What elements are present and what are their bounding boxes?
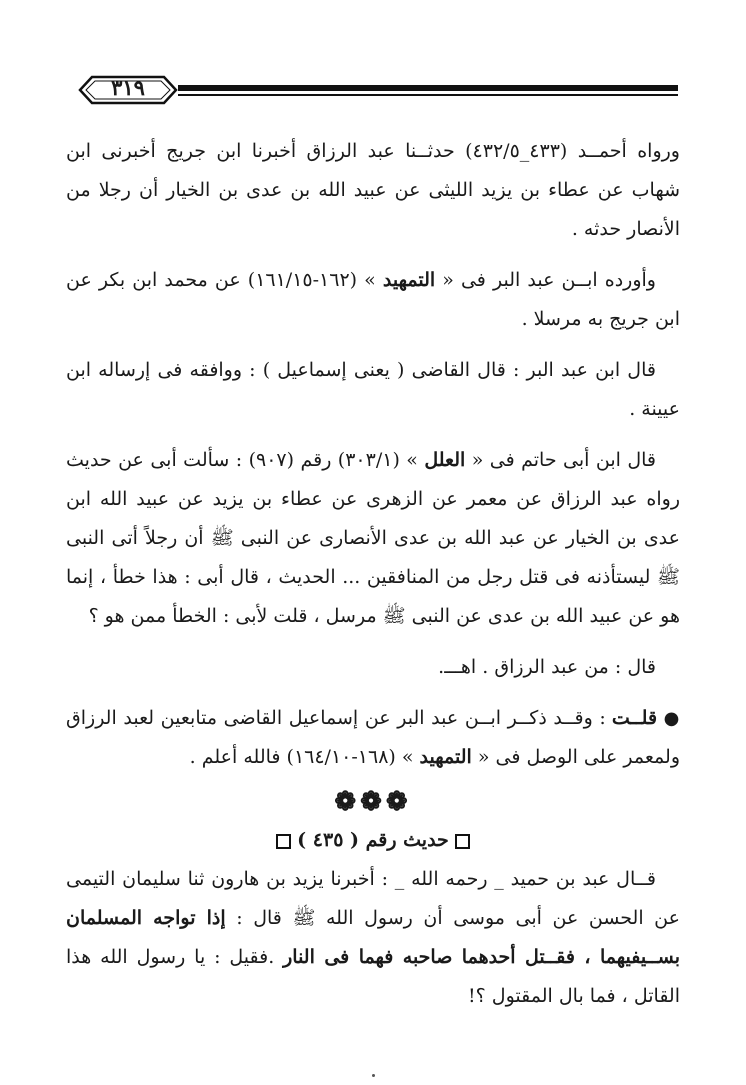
text-segment: » (٣٠٣/١) رقم (٩٠٧) : سألت أبى عن حديث رواه عبد الرزاق عن معمر عن الزهرى عن عطاء بن يزيد عن عبيد الله ابن عدى بن الخيار عن عبد الله بن عدى الأنصارى عن النبى ﷺ أن رجلاً أتى النبى ﷺ ليستأذنه فى قتل رجل من المنافقين ... الحديث ، قال أبى : هذا خطأ ، إنما هو عن عبيد الله بن عدى عن النبى ﷺ مرسل ، قلت لأبى : الخطأ ممن هو ؟: [66, 449, 680, 627]
text-segment: » (١٦٨-١٦٤/١٠) فالله أعلم .: [189, 746, 420, 768]
text-segment: قــال عبد بن حميد _ رحمه الله _ : أخبرنا يزيد بن هارون ثنا سليمان التيمى عن الحسن عن أبى موسى أن رسول الله ﷺ قال :: [66, 868, 680, 929]
book-title: التمهيد: [382, 269, 436, 291]
scan-speck: [372, 1074, 375, 1077]
text-segment: .فقيل : يا رسول الله هذا القاتل ، فما بال المقتول ؟!: [66, 946, 680, 1007]
paragraph-4: [66, 441, 680, 636]
hadith-matn: إذا تواجه المسلمان بســيفيهما ، فقــتل أحدهما صاحبه فهما فى النار: [66, 907, 680, 968]
section-ornament: ❁❁❁: [334, 787, 412, 817]
box-icon: [276, 834, 291, 849]
hadith-heading: [66, 821, 680, 860]
page-header: [78, 68, 678, 112]
paragraph-5: قال : من عبد الرزاق . اهـــ.: [438, 656, 656, 678]
box-icon: [455, 834, 470, 849]
paragraph-1: ورواه أحمــد (٤٣٣_٤٣٢/٥) حدثــنا عبد الرزاق أخبرنا ابن جريج أخبرنى ابن شهاب عن عطاء بن يزيد الليثى عن عبيد الله بن عدى بن الخيار أن رجلا من الأنصار حدثه .: [66, 140, 680, 240]
hadith-heading-text: حديث رقم ( ٤٣٥ ): [297, 829, 449, 851]
hadith-text: [66, 860, 680, 1016]
bullet-icon: ●: [663, 708, 680, 729]
paragraph-6: [66, 699, 680, 777]
page-content: [66, 132, 680, 1016]
paragraph-2: [66, 261, 680, 339]
book-title: العلل: [424, 449, 466, 471]
paragraph-3: قال ابن عبد البر : قال القاضى ( يعنى إسماعيل ) : ووافقه فى إرساله ابن عيينة .: [66, 359, 680, 420]
header-ornament: [78, 68, 678, 112]
page-number: ٣١٩: [111, 75, 145, 100]
text-segment: وأورده ابــن عبد البر فى «: [435, 269, 656, 291]
lead-word: قلــت: [611, 707, 658, 729]
text-segment: : وقــد ذكــر ابــن عبد البر عن إسماعيل القاضى متابعين لعبد الرزاق ولمعمر على الوصل فى «: [66, 707, 680, 768]
book-title: التمهيد: [419, 746, 472, 768]
text-segment: قال ابن أبى حاتم فى «: [465, 449, 656, 471]
text-segment: » (١٦٢-١٦١/١٥) عن محمد ابن بكر عن ابن جريج به مرسلا .: [66, 269, 680, 330]
